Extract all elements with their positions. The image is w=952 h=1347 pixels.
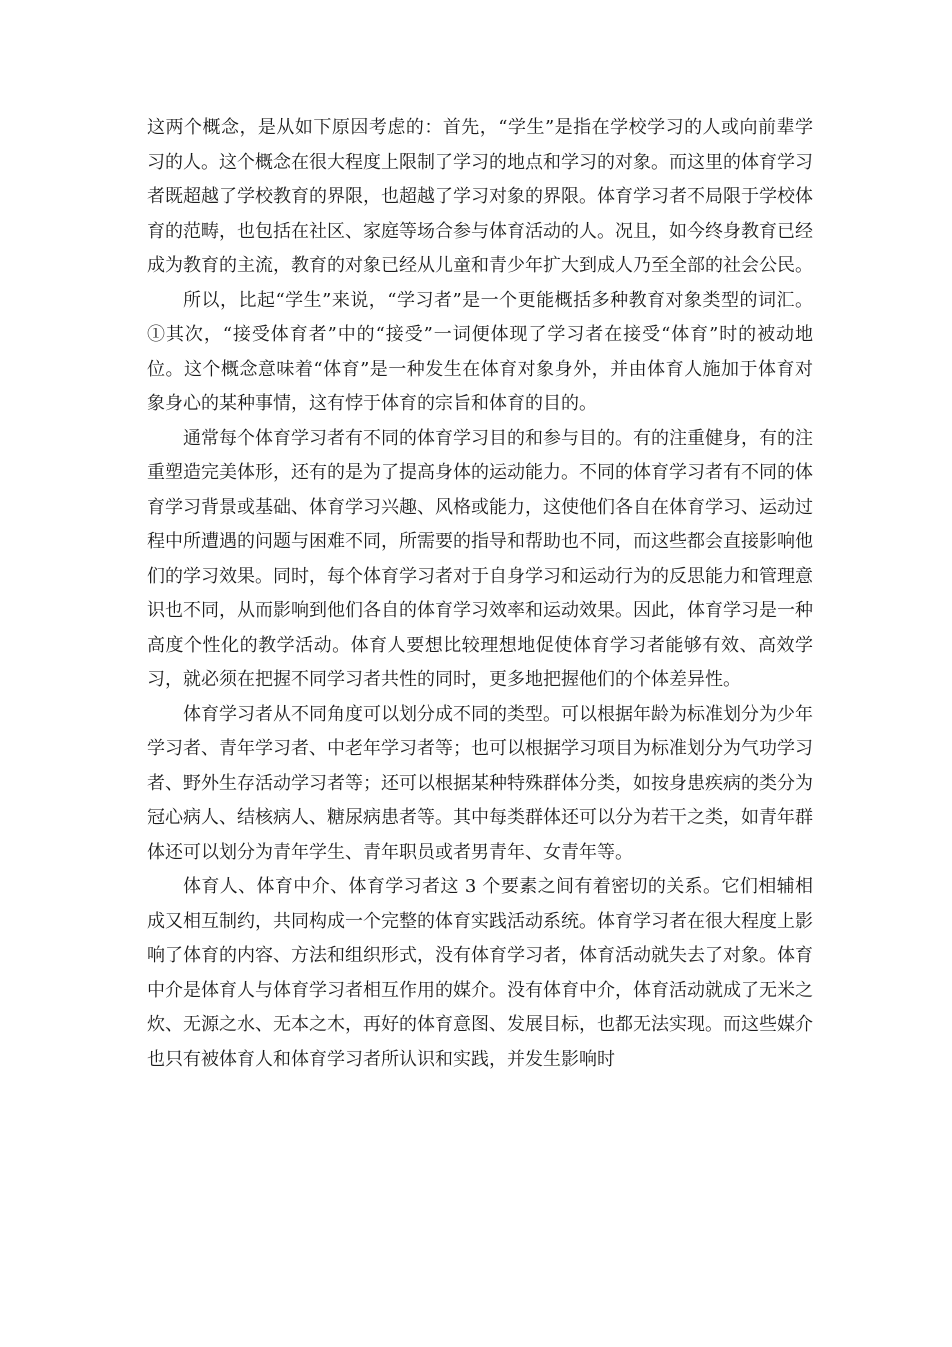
paragraph-4: 体育学习者从不同角度可以划分成不同的类型。可以根据年龄为标准划分为少年学习者、青年学习者、中老年学习者等；也可以根据学习项目为标准划分为气功学习者、野外生存活动学习者等；还可以根据某种特殊群体分类，如按身患疾病的类分为冠心病人、结核病人、糖尿病患者等。其中每类群体还可以分为若干之类，如青年群体还可以划分为青年学生、青年职员或者男青年、女青年等。 <box>147 703 813 863</box>
paragraph-1: 这两个概念，是从如下原因考虑的：首先，“学生”是指在学校学习的人或向前辈学习的人。这个概念在很大程度上限制了学习的地点和学习的对象。而这里的体育学习者既超越了学校教育的界限，也超越了学习对象的界限。体育学习者不局限于学校体育的范畴，也包括在社区、家庭等场合参与体育活动的人。况且，如今终身教育已经成为教育的主流，教育的对象已经从儿童和青少年扩大到成人乃至全部的社会公民。 <box>147 117 813 276</box>
paragraph-5: 体育人、体育中介、体育学习者这 3 个要素之间有着密切的关系。它们相辅相成又相互制约，共同构成一个完整的体育实践活动系统。体育学习者在很大程度上影响了体育的内容、方法和组织形式，没有体育学习者，体育活动就失去了对象。体育中介是体育人与体育学习者相互作用的媒介。没有体育中介，体育活动就成了无米之炊、无源之水、无本之木，再好的体育意图、发展目标，也都无法实现。而这些媒介也只有被体育人和体育学习者所认识和实践，并发生影响时 <box>147 876 813 1070</box>
paragraph-3: 通常每个体育学习者有不同的体育学习目的和参与目的。有的注重健身，有的注重塑造完美体形，还有的是为了提高身体的运动能力。不同的体育学习者有不同的体育学习背景或基础、体育学习兴趣、风格或能力，这使他们各自在体育学习、运动过程中所遭遇的问题与困难不同，所需要的指导和帮助也不同，而这些都会直接影响他们的学习效果。同时，每个体育学习者对于自身学习和运动行为的反思能力和管理意识也不同，从而影响到他们各自的体育学习效率和运动效果。因此，体育学习是一种高度个性化的教学活动。体育人要想比较理想地促使体育学习者能够有效、高效学习，就必须在把握不同学习者共性的同时，更多地把握他们的个体差异性。 <box>147 427 813 690</box>
text-body <box>147 111 813 1077</box>
paragraph-2: 所以，比起“学生”来说，“学习者”是一个更能概括多种教育对象类型的词汇。①其次，“接受体育者”中的“接受”一词便体现了学习者在接受“体育”时的被动地位。这个概念意味着“体育”是一种发生在体育对象身外，并由体育人施加于体育对象身心的某种事情，这有悖于体育的宗旨和体育的目的。 <box>147 289 813 414</box>
